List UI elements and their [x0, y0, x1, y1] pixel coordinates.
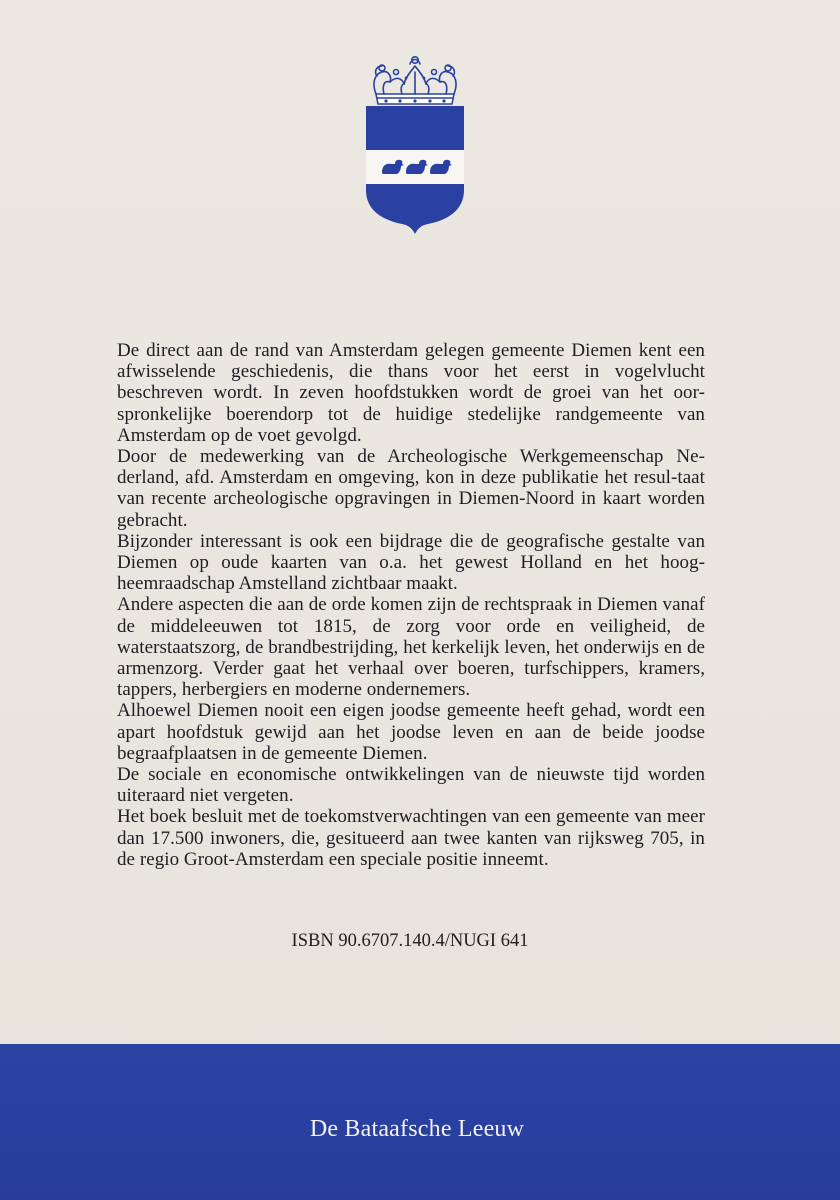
blurb-paragraph: Alhoewel Diemen nooit een eigen joodse gemeente heeft gehad, wordt een apart hoofdstuk gewijd aan het joodse leven en aan de beide joodse begraafplaatsen in de gemeente Diemen. — [117, 700, 705, 764]
blurb-paragraph: Het boek besluit met de toekomstverwachtingen van een gemeente van meer dan 17.500 inwoners, die, gesitueerd aan twee kanten van rijksweg 705, in de regio Groot-Amsterdam een speciale positie inneemt. — [117, 806, 705, 870]
blurb-paragraph: Andere aspecten die aan de orde komen zijn de rechtspraak in Diemen vanaf de middeleeuwen tot 1815, de zorg voor orde en veiligheid, de waterstaatszorg, de brandbestrijding, het kerkelijk leven, het onderwijs en de armenzorg. Verder gaat het verhaal over boeren, turfschippers, kramers, tappers, herbergiers en moderne ondernemers. — [117, 594, 705, 701]
isbn-text: ISBN 90.6707.140.4/NUGI 641 — [291, 931, 529, 951]
blurb-paragraph: De sociale en economische ontwikkelingen van de nieuwste tijd worden uiteraard niet vergeten. — [117, 764, 705, 807]
crown-icon — [374, 57, 456, 104]
blurb-paragraph: De direct aan de rand van Amsterdam gelegen gemeente Diemen kent een afwisselende geschiedenis, die thans voor het eerst in vogelvlucht beschreven wordt. In zeven hoofdstukken wordt de groei van het oor-spronkelijke boerendorp tot de huidige stedelijke randgemeente van Amsterdam op de voet gevolgd. — [117, 340, 705, 446]
blurb-paragraph: Door de medewerking van de Archeologische Werkgemeenschap Ne-derland, afd. Amsterdam en omgeving, kon in deze publikatie het resul-taat van recente archeologische opgravingen in Diemen-Noord in kaart worden gebracht. — [117, 446, 705, 531]
blurb-paragraph: Bijzonder interessant is ook een bijdrage die de geografische gestalte van Diemen op oude kaarten van o.a. het gewest Holland en het hoog-heemraadschap Amstelland zichtbaar maakt. — [117, 530, 705, 595]
isbn-line — [0, 930, 840, 952]
publisher-name — [0, 1114, 840, 1144]
coat-of-arms-icon — [362, 50, 468, 242]
blurb-text — [117, 340, 705, 870]
publisher-text: De Bataafsche Leeuw — [309, 1116, 525, 1142]
